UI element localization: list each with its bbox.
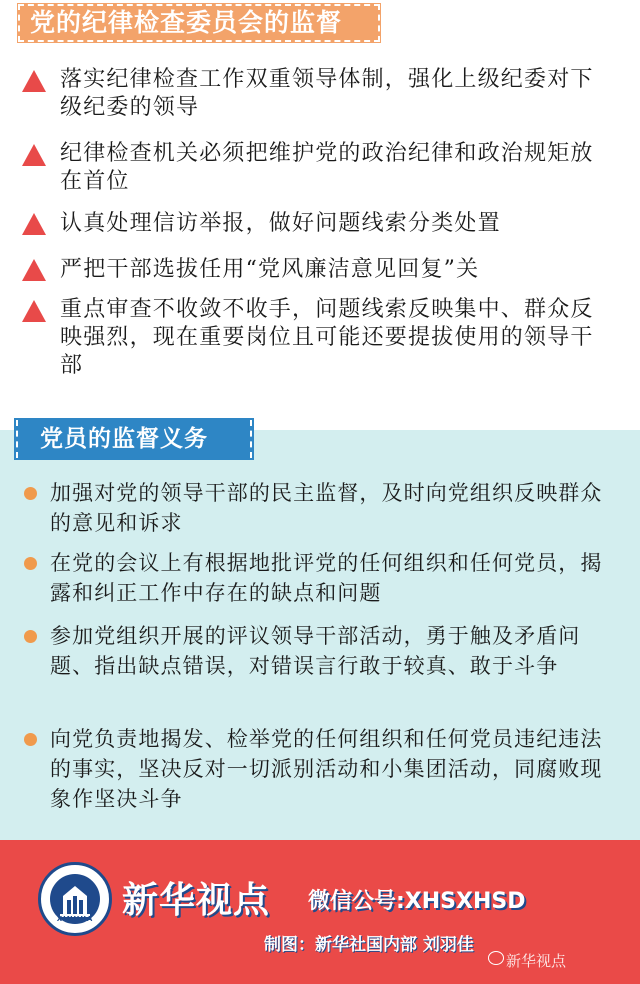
warning-triangle-icon xyxy=(22,144,46,166)
warning-triangle-icon xyxy=(22,213,46,235)
section2-item-text: 加强对党的领导干部的民主监督，及时向党组织反映群众的意见和诉求 xyxy=(50,481,603,535)
bullet-dot-icon xyxy=(24,487,37,500)
section1-item-text: 重点审查不收敛不收手，问题线索反映集中、群众反映强烈，现在重要岗位且可能还要提拔使用的领导干部 xyxy=(60,297,594,378)
section1-item-text: 落实纪律检查工作双重领导体制，强化上级纪委对下级纪委的领导 xyxy=(60,67,594,120)
brand-name: 新华视点 xyxy=(122,880,271,921)
warning-triangle-icon xyxy=(22,259,46,281)
credit-line: 制图：新华社国内部 刘羽佳 xyxy=(264,935,474,955)
xinhua-logo xyxy=(38,862,112,936)
section2-title: 党员的监督义务 xyxy=(16,420,252,458)
section1-item-text: 认真处理信访举报，做好问题线索分类处置 xyxy=(60,211,501,236)
section2-item-text: 向党负责地揭发、检举党的任何组织和任何党员违纪违法的事实，坚决反对一切派别活动和小集团活动，同腐败现象作坚决斗争 xyxy=(50,727,603,811)
section2-item-text: 在党的会议上有根据地批评党的任何组织和任何党员，揭露和纠正工作中存在的缺点和问题 xyxy=(50,551,603,605)
warning-triangle-icon xyxy=(22,300,46,322)
section1-item-text: 严把干部选拔任用“党风廉洁意见回复”关 xyxy=(60,257,480,282)
logo-text: XINHUA xyxy=(56,915,94,923)
section1-title: 党的纪律检查委员会的监督 xyxy=(18,4,380,42)
bullet-dot-icon xyxy=(24,557,37,570)
bullet-dot-icon xyxy=(24,630,37,643)
section1-item-text: 纪律检查机关必须把维护党的政治纪律和政治规矩放在首位 xyxy=(60,141,594,194)
warning-triangle-icon xyxy=(22,70,46,92)
section2-item-text: 参加党组织开展的评议领导干部活动，勇于触及矛盾问题、指出缺点错误，对错误言行敢于较真、敢于斗争 xyxy=(50,624,581,678)
bullet-dot-icon xyxy=(24,733,37,746)
wechat-icon xyxy=(488,951,504,965)
watermark: 新华视点 xyxy=(506,952,567,970)
wechat-account: 微信公号:XHSXHSD xyxy=(308,889,526,914)
